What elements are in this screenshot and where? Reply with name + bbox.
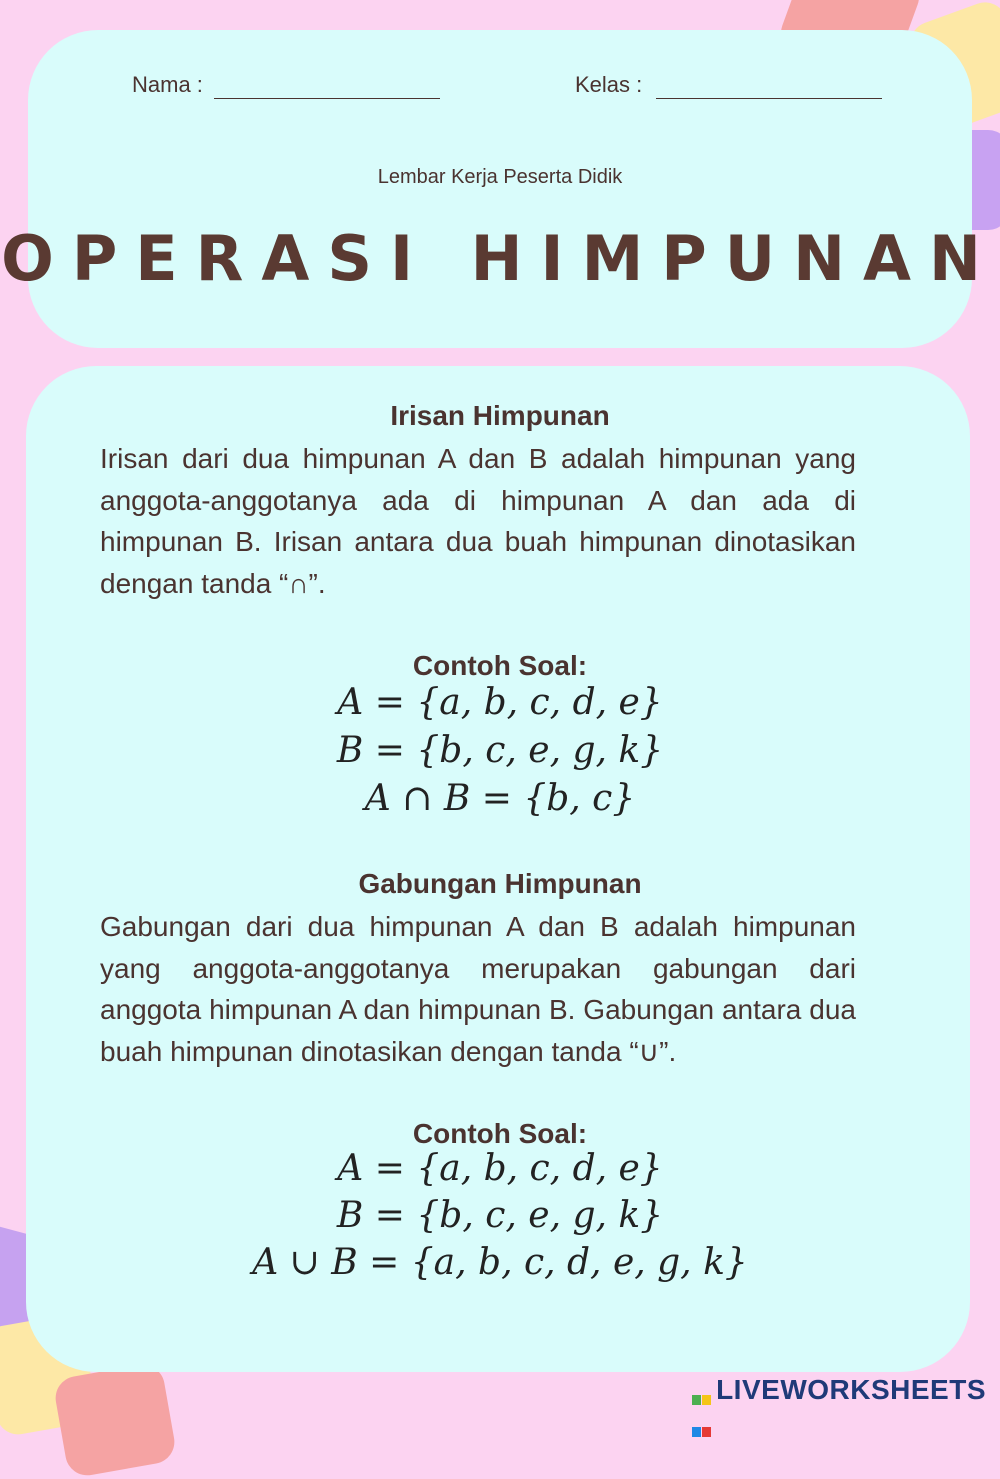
gabungan-paragraph: Gabungan dari dua himpunan A dan B adalah himpunan yang anggota-anggotanya merupakan gabungan dari anggota himpunan A dan himpunan B. Gabungan antara dua buah himpunan dinotasikan dengan tanda “∪”. bbox=[100, 911, 856, 1067]
irisan-heading: Irisan Himpunan bbox=[390, 400, 610, 431]
liveworksheets-watermark[interactable] bbox=[692, 1374, 986, 1406]
gabungan-example-heading: Contoh Soal: bbox=[412, 1118, 588, 1149]
irisan-example-heading: Contoh Soal: bbox=[412, 650, 588, 681]
class-field[interactable] bbox=[656, 98, 882, 99]
liveworksheets-logo-icon bbox=[692, 1381, 712, 1403]
name-label: Nama : bbox=[132, 72, 203, 97]
irisan-paragraph: Irisan dari dua himpunan A dan B adalah himpunan yang anggota-anggotanya ada di himpunan A dan ada di himpunan B. Irisan antara dua buah himpunan dinotasikan dengan tanda “∩”. bbox=[100, 443, 856, 599]
irisan-equation-1: A = {a, b, c, d, e} bbox=[337, 682, 663, 723]
gabungan-heading: Gabungan Himpunan bbox=[358, 868, 642, 899]
decorative-block bbox=[52, 1361, 178, 1479]
name-field[interactable] bbox=[214, 98, 440, 99]
page-title: OPERASI HIMPUNAN bbox=[1, 222, 999, 295]
irisan-equation-3: A ∩ B = {b, c} bbox=[364, 778, 636, 819]
irisan-equation-2: B = {b, c, e, g, k} bbox=[336, 730, 664, 771]
gabungan-equation-3: A ∪ B = {a, b, c, d, e, g, k} bbox=[252, 1242, 748, 1283]
watermark-text: LIVEWORKSHEETS bbox=[716, 1374, 986, 1405]
worksheet-subtitle: Lembar Kerja Peserta Didik bbox=[377, 166, 623, 188]
gabungan-equation-2: B = {b, c, e, g, k} bbox=[336, 1195, 664, 1236]
class-label: Kelas : bbox=[575, 72, 643, 97]
gabungan-equation-1: A = {a, b, c, d, e} bbox=[337, 1148, 663, 1189]
